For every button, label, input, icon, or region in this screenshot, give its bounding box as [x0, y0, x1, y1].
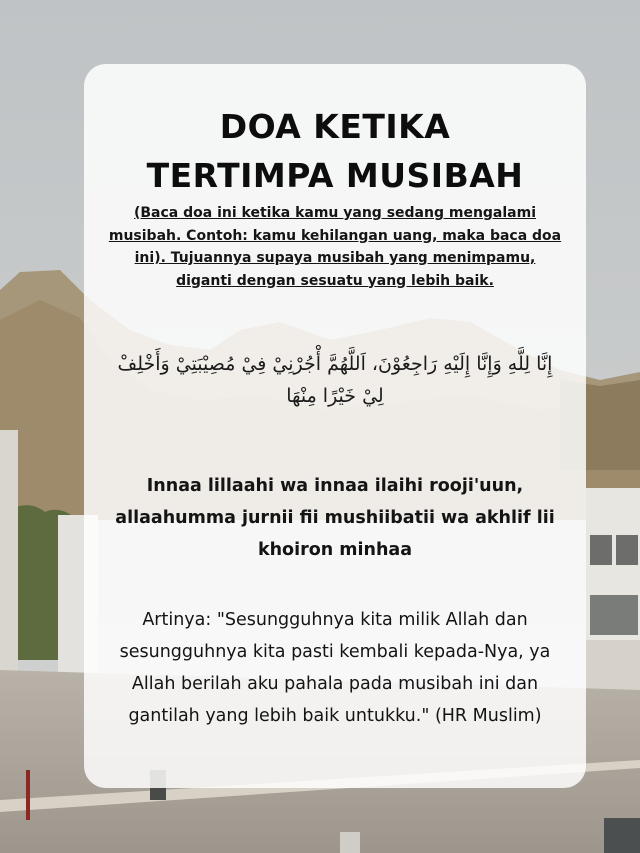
- title-line-1: DOA KETIKA: [219, 107, 451, 146]
- arabic-prayer: إِنَّا لِلَّهِ وَإِنَّا إِلَيْهِ رَاجِعُوْنَ، اَللَّهُمَّ أْجُرْنِيْ فِيْ مُصِيْبَتِيْ وَأَخْلِفْ لِيْ خَيْرًا مِنْهَا: [117, 353, 553, 407]
- building-left: [0, 430, 18, 690]
- page-title: [114, 102, 556, 200]
- translation-text: Artinya: "Sesungguhnya kita milik Allah dan sesungguhnya kita pasti kembali kepada-Nya, ya Allah berilah aku pahala pada musibah ini dan gantilah yang lebih baik untukku." (HR Muslim): [119, 610, 551, 726]
- instruction-text: (Baca doa ini ketika kamu yang sedang mengalami musibah. Contoh: kamu kehilangan uang, maka baca doa ini). Tujuannya supaya musibah yang menimpamu, diganti dengan sesuatu yang lebih baik.: [108, 205, 562, 289]
- title-line-2: TERTIMPA MUSIBAH: [146, 156, 524, 195]
- doa-card: [84, 64, 586, 788]
- latin-transliteration: Innaa lillaahi wa innaa ilaihi rooji'uun, allaahumma jurnii fii mushiibatii wa akhlif lii khoiron minhaa: [115, 476, 555, 560]
